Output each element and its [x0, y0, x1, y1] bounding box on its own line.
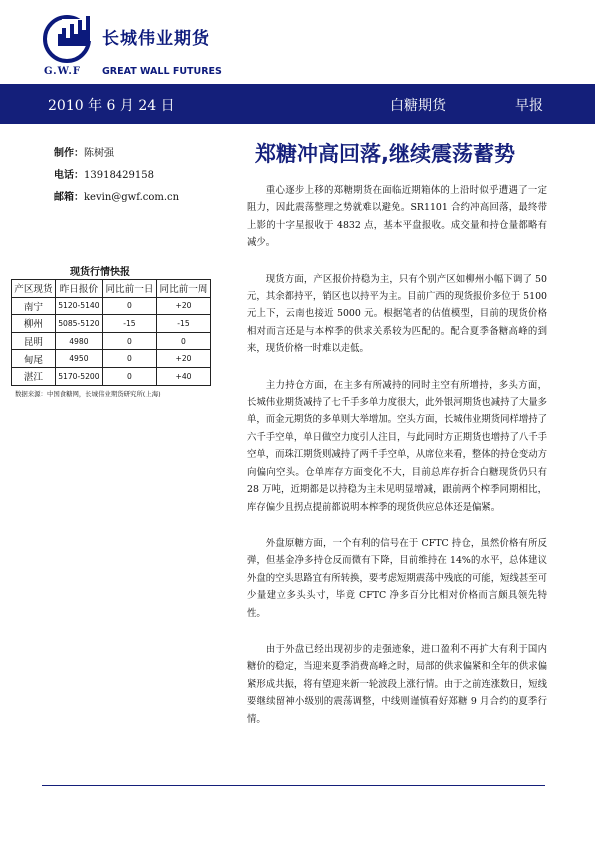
report-date: 2010 年 6 月 24 日 — [48, 98, 175, 114]
company-logo — [40, 14, 240, 80]
table-row — [12, 350, 211, 368]
spot-quote-table — [11, 279, 211, 386]
report-banner — [0, 84, 595, 124]
day-change-cell: -15 — [102, 315, 156, 333]
price-cell: 4950 — [55, 350, 102, 368]
region-cell: 南宁 — [12, 297, 56, 315]
column-header: 昨日报价 — [55, 280, 102, 298]
region-cell: 湛江 — [12, 367, 56, 385]
data-source-note: 数据来源：中国食糖网，长城伟业期货研究所(上海) — [15, 390, 161, 398]
article-body — [247, 182, 547, 747]
day-change-cell: 0 — [102, 297, 156, 315]
quote-table-title: 现货行情快报 — [70, 267, 130, 278]
price-cell: 4980 — [55, 332, 102, 350]
day-change-cell: 0 — [102, 332, 156, 350]
week-change-cell: 0 — [156, 332, 210, 350]
column-header: 同比前一日 — [102, 280, 156, 298]
email-label: 邮箱： — [54, 192, 84, 203]
paragraph-market-summary: 重心逐步上移的郑糖期货在面临近期箱体的上沿时似乎遭遇了一定阻力，因此震荡整理之势就难以避免。SR1101 合约冲高回落，最终带上影的十字星报收于 4832 点，基本平盘报收。成交量和持仓量都略有减少。 — [247, 185, 547, 249]
price-cell: 5120-5140 — [55, 297, 102, 315]
table-header-row — [12, 280, 211, 298]
column-header: 产区现货 — [12, 280, 56, 298]
brand-abbr: G.W.F — [44, 66, 81, 77]
phone-number: 13918429158 — [84, 170, 154, 181]
brand-name-cn: 长城伟业期货 — [102, 29, 210, 49]
column-header: 同比前一周 — [156, 280, 210, 298]
report-product: 白糖期货 — [390, 98, 446, 114]
day-change-cell: 0 — [102, 350, 156, 368]
footer-divider — [42, 785, 545, 786]
author-name: 陈树强 — [84, 148, 114, 159]
week-change-cell: +40 — [156, 367, 210, 385]
region-cell: 昆明 — [12, 332, 56, 350]
email-line — [54, 188, 179, 203]
author-label: 制作： — [54, 148, 84, 159]
paragraph-raw-sugar: 外盘原糖方面，一个有利的信号在于 CFTC 持仓，虽然价格有所反弹，但基金净多持仓反而微有下降，目前维持在 14%的水平，总体建议外盘的空头思路宜有所转换，要考虑短期震荡中残底的可能，短线甚至可少量建立多头头寸，毕竟 CFTC 净多百分比相对价格而言颇具领先特性。 — [247, 537, 548, 619]
article-headline: 郑糖冲高回落,继续震荡蓄势 — [255, 142, 515, 166]
price-cell: 5085-5120 — [55, 315, 102, 333]
brand-name-en: GREAT WALL FUTURES — [102, 66, 222, 77]
table-row — [12, 315, 211, 333]
email-link[interactable]: kevin@gwf.com.cn — [84, 192, 180, 203]
phone-line — [54, 166, 154, 181]
day-change-cell: 0 — [102, 367, 156, 385]
table-row — [12, 332, 211, 350]
phone-label: 电话： — [54, 170, 84, 181]
week-change-cell: +20 — [156, 350, 210, 368]
author-line — [54, 144, 114, 159]
report-type: 早报 — [515, 98, 543, 114]
paragraph-positions: 主力持仓方面，在主多有所减持的同时主空有所增持，多头方面，长城伟业期货减持了七千手多单力度很大，此外银河期货也减持了大量多单，而金元期货的多单则大举增加。空头方面，长城伟业期货同样增持了六千手空单，单日做空力度引人注目，与此同时方正期货也增持了八千手空单，而珠江期货则减持了两千手空单，从席位来看，整体的持仓变动方向偏向空头。仓单库存方面变化不大，目前总库存折合白糖现货仍只有 28 万吨，近期都是以持稳为主未见明显增减，跟前两个榨季同期相比，库存偏少且拐点提前都说明本榨季的现货供应总体还是偏紧。 — [247, 379, 548, 513]
table-row — [12, 367, 211, 385]
table-row — [12, 297, 211, 315]
great-wall-logo-icon — [40, 14, 96, 64]
paragraph-outlook: 由于外盘已经出现初步的走强迹象，进口盈利不再扩大有利于国内糖价的稳定，当迎来夏季消费高峰之时，局部的供求偏紧和全年的供求偏紧形成共振，将有望迎来新一轮波段上涨行情。由于之前连涨数日，短线要继续留神小级别的震荡调整，中线则谨慎看好郑糖 9 月合约的夏季行情。 — [247, 643, 548, 725]
paragraph-spot-market: 现货方面，产区报价持稳为主，只有个别产区如柳州小幅下调了 50 元，其余都持平，销区也以持平为主。目前广西的现货报价多位于 5100 元上下，云南也接近 5000 元。根据笔者的估值模型，目前的现货价格相对而言还是与本榨季的供求关系较为匹配的。配合夏季备糖高峰的到来，现货价格一时难以走低。 — [247, 273, 547, 355]
region-cell: 甸尾 — [12, 350, 56, 368]
week-change-cell: -15 — [156, 315, 210, 333]
region-cell: 柳州 — [12, 315, 56, 333]
week-change-cell: +20 — [156, 297, 210, 315]
price-cell: 5170-5200 — [55, 367, 102, 385]
